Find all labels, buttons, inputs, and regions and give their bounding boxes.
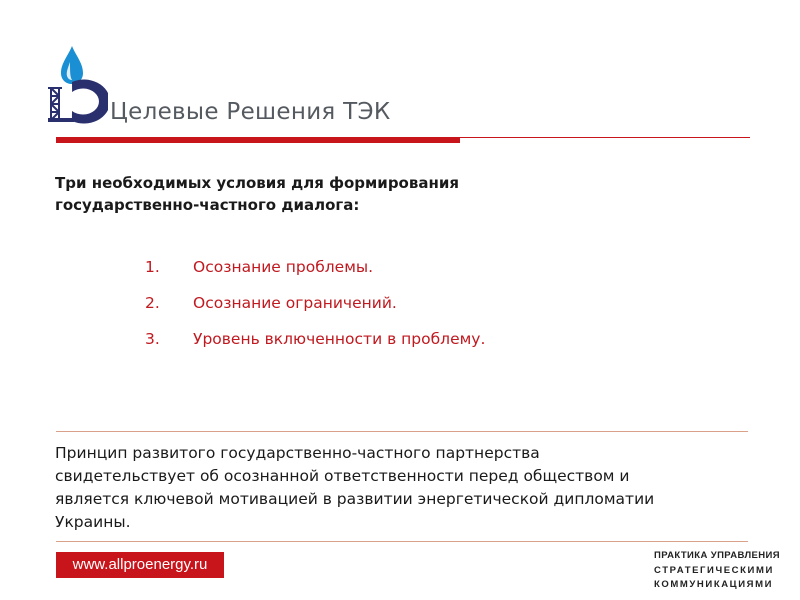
slide-heading bbox=[55, 172, 615, 216]
header-divider-thin bbox=[460, 137, 750, 138]
condition-text: Уровень включенности в проблему. bbox=[193, 330, 486, 348]
header-divider-thick bbox=[56, 137, 460, 143]
practice-caption bbox=[654, 549, 780, 593]
principle-line: является ключевой мотивацией в развитии энергетической дипломатии bbox=[55, 490, 655, 508]
principle-line: Украины. bbox=[55, 513, 131, 531]
practice-line-2: СТРАТЕГИЧЕСКИМИ bbox=[654, 564, 774, 576]
condition-item bbox=[145, 294, 485, 330]
company-logo-icon bbox=[48, 44, 108, 126]
condition-text: Осознание проблемы. bbox=[193, 258, 374, 276]
principle-paragraph bbox=[55, 442, 745, 534]
footer-divider bbox=[56, 541, 748, 542]
condition-number: 2. bbox=[145, 294, 160, 312]
heading-line-1: Три необходимых условия для формирования bbox=[55, 174, 459, 192]
ring-icon bbox=[72, 80, 108, 124]
condition-item bbox=[145, 330, 485, 366]
practice-line-1: ПРАКТИКА УПРАВЛЕНИЯ bbox=[654, 550, 780, 561]
conditions-list bbox=[145, 258, 485, 366]
condition-text: Осознание ограничений. bbox=[193, 294, 397, 312]
flame-drop-icon bbox=[61, 46, 83, 84]
principle-line: Принцип развитого государственно-частного партнерства bbox=[55, 444, 540, 462]
condition-item bbox=[145, 258, 485, 294]
condition-number: 1. bbox=[145, 258, 160, 276]
derrick-icon bbox=[48, 88, 62, 120]
website-link[interactable]: www.allproenergy.ru bbox=[56, 552, 224, 578]
content-divider bbox=[56, 431, 748, 432]
heading-line-2: государственно-частного диалога: bbox=[55, 196, 360, 214]
practice-line-3: КОММУНИКАЦИЯМИ bbox=[654, 579, 774, 590]
principle-line: свидетельствует об осознанной ответственности перед обществом и bbox=[55, 467, 630, 485]
company-name: Целевые Решения ТЭК bbox=[110, 99, 391, 125]
condition-number: 3. bbox=[145, 330, 160, 348]
